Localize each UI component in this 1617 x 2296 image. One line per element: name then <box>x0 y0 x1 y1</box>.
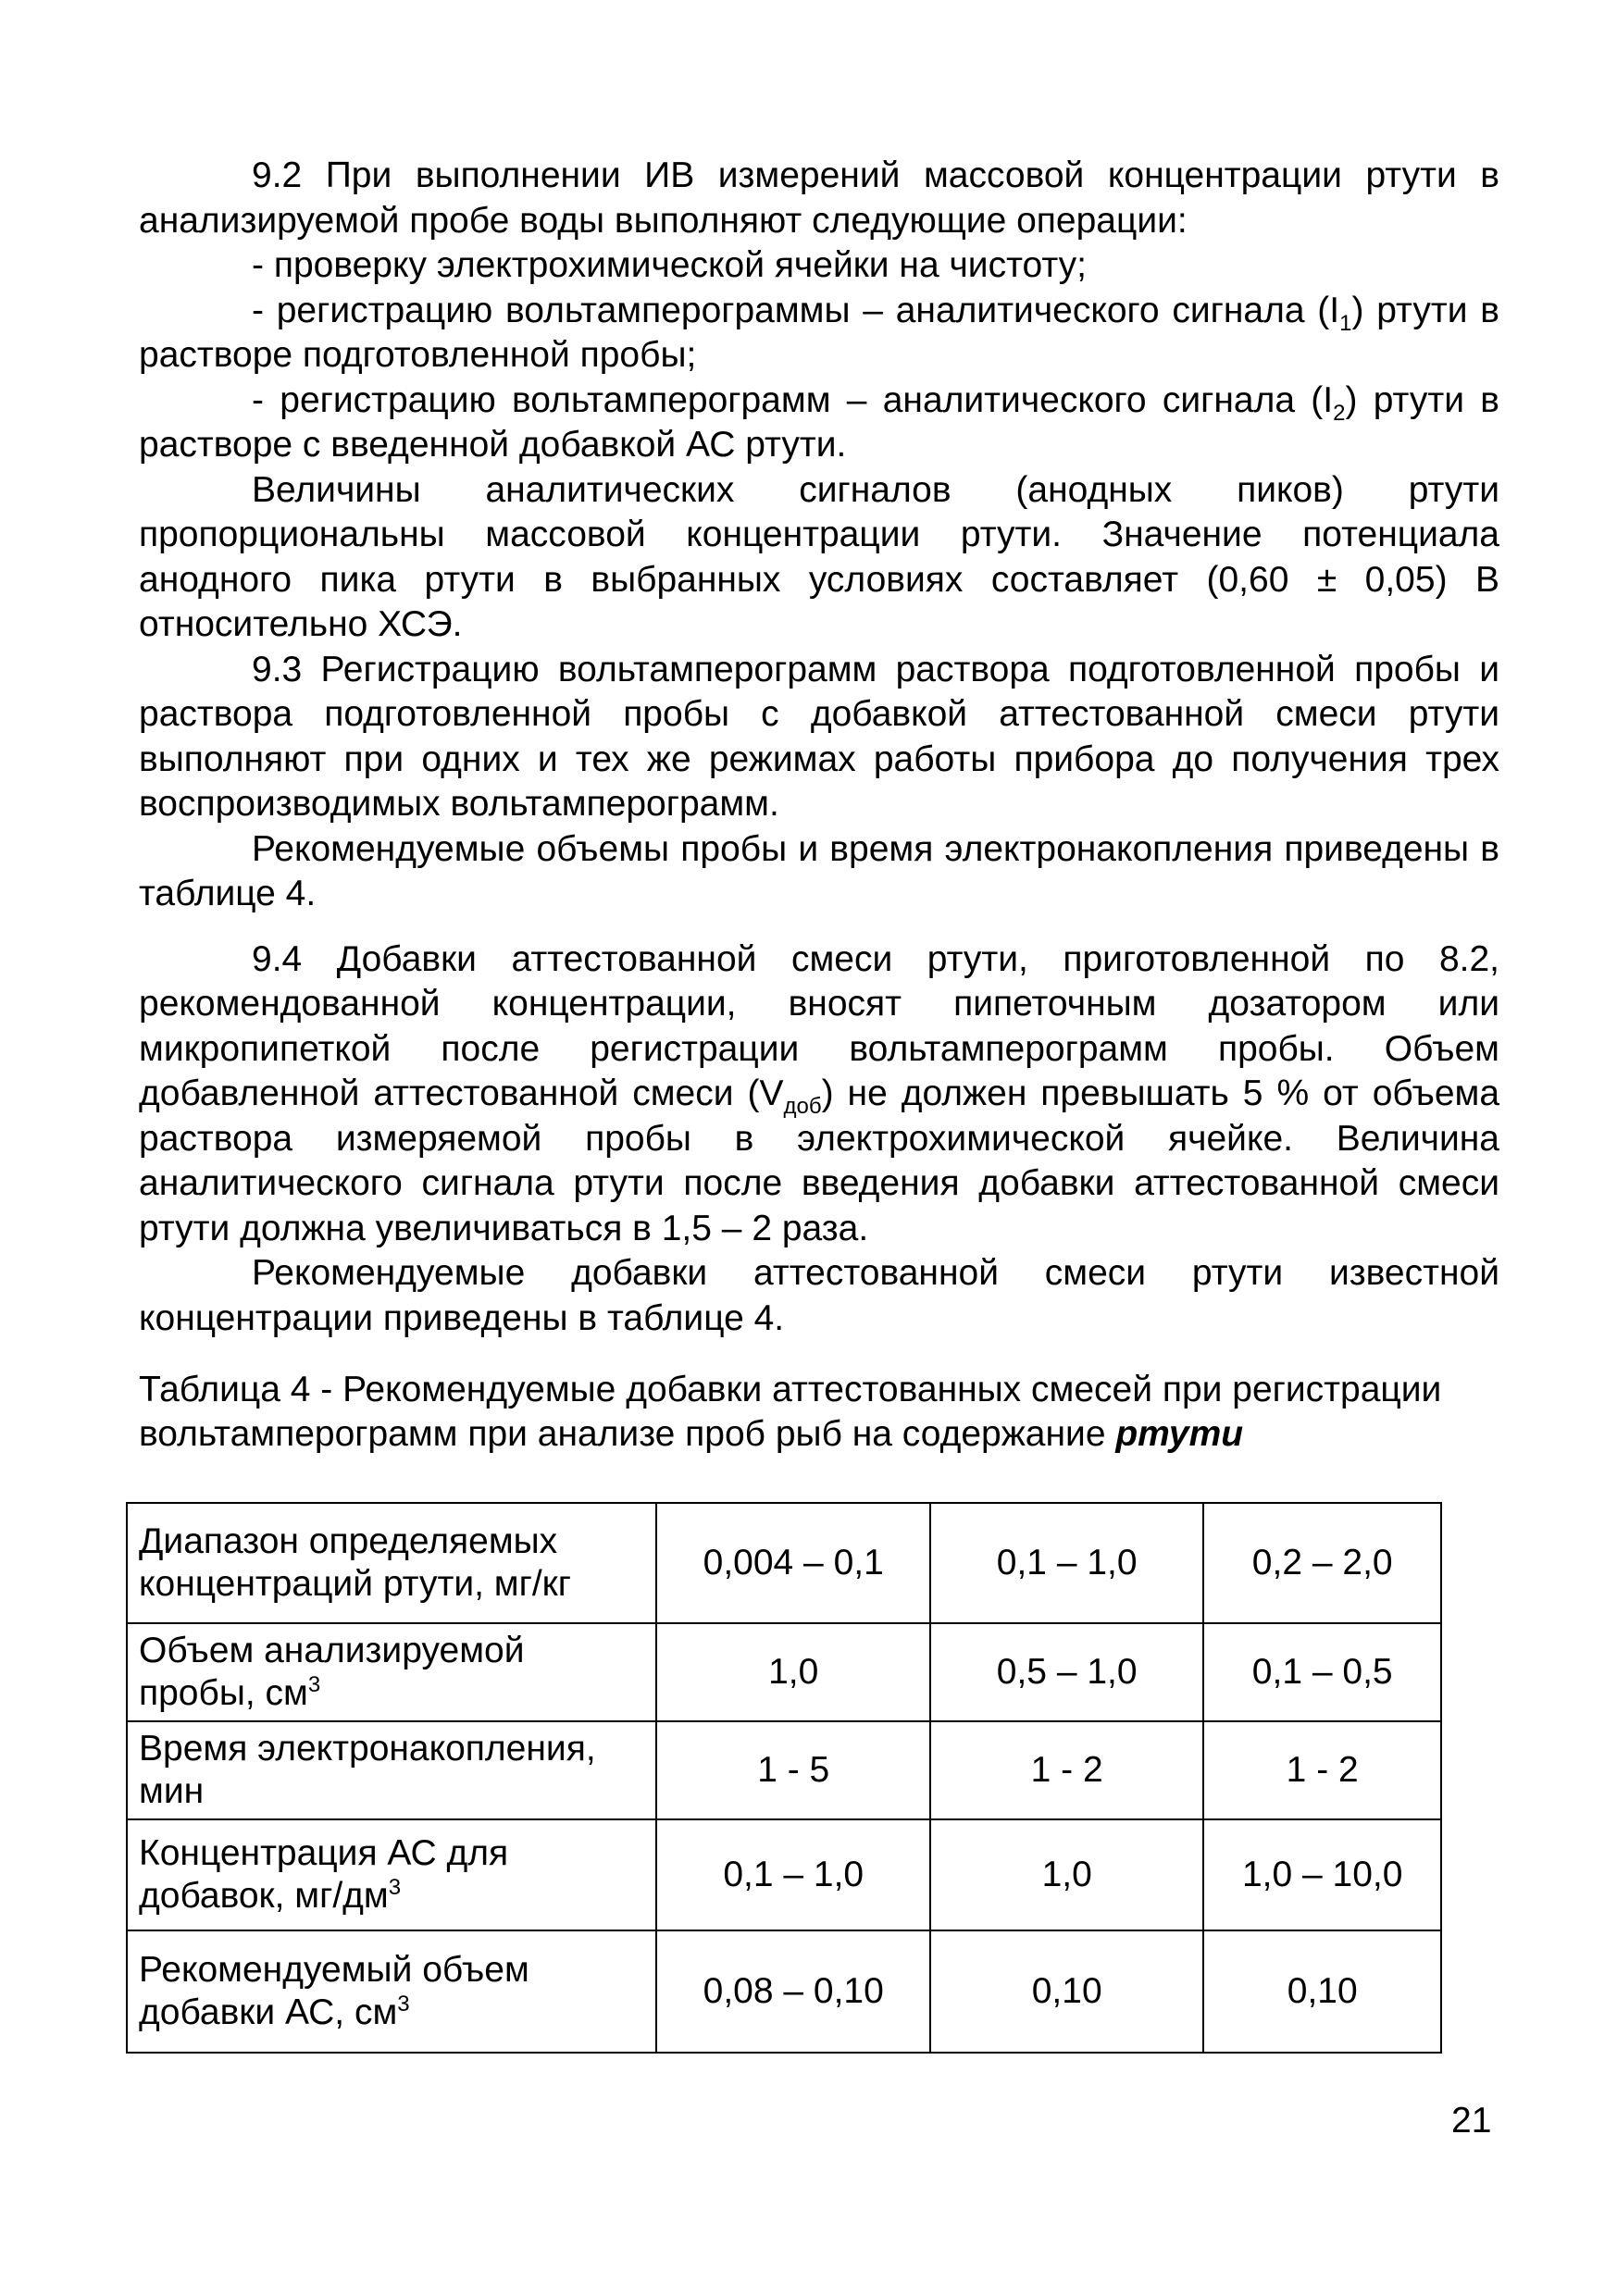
table-cell: 1 - 2 <box>930 1721 1203 1819</box>
table-cell: 0,10 <box>1203 1930 1441 2053</box>
list-item-cell-check: - проверку электрохимической ячейки на чистоту; <box>252 245 1087 285</box>
table-cell: 0,08 – 0,10 <box>656 1930 930 2053</box>
table-cell: 0,1 – 1,0 <box>930 1503 1203 1623</box>
row-label: Диапазон определяемых концентраций ртути, мг/кг <box>127 1503 656 1623</box>
paragraph-recommended-volumes: Рекомендуемые объемы пробы и время электронакопления приведены в таблице 4. <box>139 828 1499 913</box>
table-cell: 1 - 2 <box>1203 1721 1441 1819</box>
table-cell: 1,0 <box>656 1623 930 1721</box>
table-cell: 1,0 – 10,0 <box>1203 1819 1441 1930</box>
table-caption: Таблица 4 - Рекомендуемые добавки аттестованных смесей при регистрации вольтамперограмм при анализе проб рыб на содержание ртути <box>139 1370 1442 1454</box>
table-row <box>127 1623 1441 1721</box>
paragraph-9-3: 9.3 Регистрацию вольтамперограмм раствора подготовленной пробы и раствора подготовленной пробы с добавкой аттестованной смеси ртути выполняют при одних и тех же режимах работы прибора до получения трех воспроизводимых вольтамперограмм. <box>139 649 1499 824</box>
row-label: Объем анализируемой пробы, $см^3$ <box>127 1623 656 1721</box>
row-label: Концентрация АС для добавок, $мг/дм^3$ <box>127 1819 656 1930</box>
table-cell: 1,0 <box>930 1819 1203 1930</box>
paragraph-recommended-additions: Рекомендуемые добавки аттестованной смеси ртути известной концентрации приведены в таблице 4. <box>139 1253 1499 1338</box>
table-cell: 1 - 5 <box>656 1721 930 1819</box>
paragraph-signal-values: Величины аналитических сигналов (анодных пиков) ртути пропорциональны массовой концентрации ртути. Значение потенциала анодного пика ртути в выбранных условиях составляет (0,60 ± 0,05) В относительно ХСЭ. <box>139 469 1499 644</box>
body-text <box>139 154 1499 1341</box>
list-item-signal-2: - регистрацию вольтамперограмм – аналитического сигнала $(I_2)$ ртути в растворе с введенной добавкой АС ртути. <box>139 379 1499 465</box>
paragraph-9-4: 9.4 Добавки аттестованной смеси ртути, приготовленной по 8.2, рекомендованной концентрации, вносят пипеточным дозатором или микропипеткой после регистрации вольтамперограмм пробы. Объем добавленной аттестованной смеси $(V_{доб})$ не должен превышать 5 % от объема раствора измеряемой пробы в электрохимической ячейке. Величина аналитического сигнала ртути после введения добавки аттестованной смеси ртути должна увеличиваться в 1,5 – 2 раза. <box>139 938 1500 1248</box>
row-label: Время электронакопления, мин <box>127 1721 656 1819</box>
table-cell: 0,004 – 0,1 <box>656 1503 930 1623</box>
table-cell: 0,5 – 1,0 <box>930 1623 1203 1721</box>
table-row <box>127 1721 1441 1819</box>
page-number: 21 <box>1451 2101 1492 2141</box>
table-cell: 0,10 <box>930 1930 1203 2053</box>
table-row <box>127 1819 1441 1930</box>
table-row <box>127 1930 1441 2053</box>
row-label: Рекомендуемый объем добавки АС, $см^3$ <box>127 1930 656 2053</box>
table-cell: 0,2 – 2,0 <box>1203 1503 1441 1623</box>
list-item-signal-1: - регистрацию вольтамперограммы – аналитического сигнала $(I_1)$ ртути в растворе подготовленной пробы; <box>139 290 1499 375</box>
paragraph-9-2: 9.2 При выполнении ИВ измерений массовой концентрации ртути в анализируемой пробе воды выполняют следующие операции: <box>139 155 1499 241</box>
table-row <box>127 1503 1441 1623</box>
table-cell: 0,1 – 1,0 <box>656 1819 930 1930</box>
table-cell: 0,1 – 0,5 <box>1203 1623 1441 1721</box>
recommended-additions-table <box>126 1502 1442 2054</box>
